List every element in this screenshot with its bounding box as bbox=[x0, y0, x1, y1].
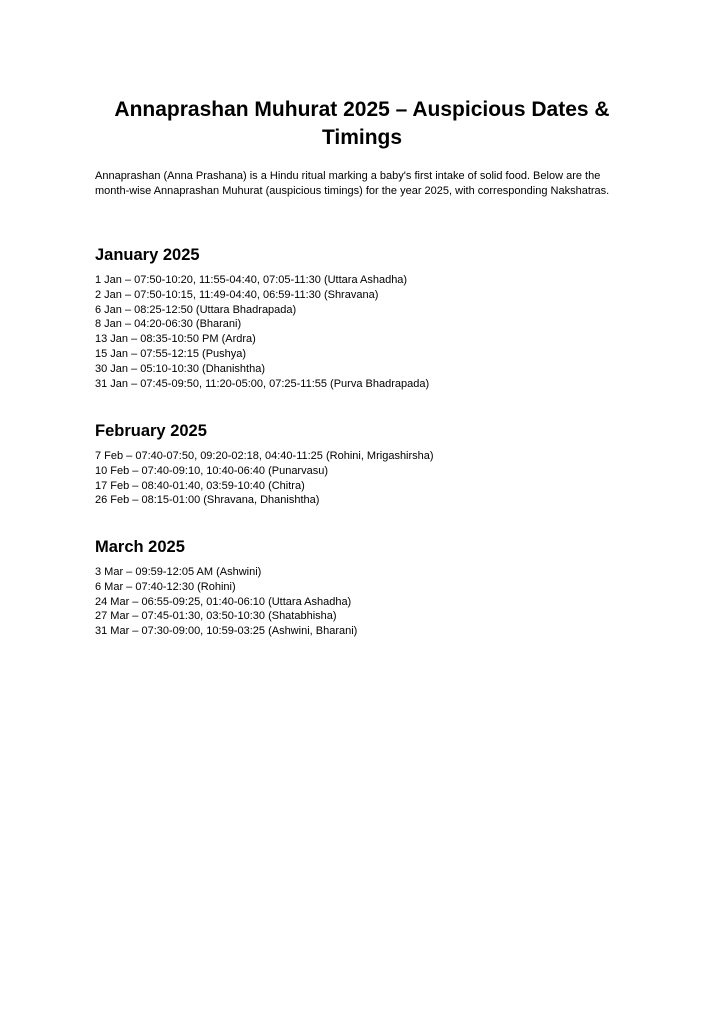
section-february bbox=[95, 421, 655, 508]
section-january bbox=[95, 245, 655, 391]
section-heading: March 2025 bbox=[95, 538, 185, 556]
muhurat-list bbox=[95, 449, 655, 508]
muhurat-entry: 24 Mar – 06:55-09:25, 01:40-06:10 (Uttara Ashadha) bbox=[95, 595, 352, 608]
section-march bbox=[95, 537, 655, 639]
muhurat-entry: 1 Jan – 07:50-10:20, 11:55-04:40, 07:05-11:30 (Uttara Ashadha) bbox=[95, 274, 408, 286]
muhurat-entry: 15 Jan – 07:55-12:15 (Pushya) bbox=[95, 347, 247, 360]
muhurat-entry: 17 Feb – 08:40-01:40, 03:59-10:40 (Chitra) bbox=[95, 479, 305, 492]
muhurat-entry: 7 Feb – 07:40-07:50, 09:20-02:18, 04:40-11:25 (Rohini, Mrigashirsha) bbox=[95, 450, 434, 462]
muhurat-entry: 2 Jan – 07:50-10:15, 11:49-04:40, 06:59-11:30 (Shravana) bbox=[95, 288, 379, 301]
section-heading: January 2025 bbox=[95, 246, 200, 264]
muhurat-entry: 6 Jan – 08:25-12:50 (Uttara Bhadrapada) bbox=[95, 303, 297, 316]
muhurat-entry: 8 Jan – 04:20-06:30 (Bharani) bbox=[95, 318, 242, 331]
muhurat-entry: 30 Jan – 05:10-10:30 (Dhanishtha) bbox=[95, 362, 266, 375]
muhurat-list bbox=[95, 565, 655, 639]
muhurat-entry: 27 Mar – 07:45-01:30, 03:50-10:30 (Shatabhisha) bbox=[95, 610, 337, 623]
muhurat-entry: 6 Mar – 07:40-12:30 (Rohini) bbox=[95, 580, 236, 593]
muhurat-entry: 13 Jan – 08:35-10:50 PM (Ardra) bbox=[95, 333, 256, 346]
muhurat-entry: 31 Jan – 07:45-09:50, 11:20-05:00, 07:25-11:55 (Purva Bhadrapada) bbox=[95, 377, 430, 390]
section-heading: February 2025 bbox=[95, 422, 207, 440]
muhurat-entry: 3 Mar – 09:59-12:05 AM (Ashwini) bbox=[95, 566, 262, 578]
muhurat-entry: 31 Mar – 07:30-09:00, 10:59-03:25 (Ashwini, Bharani) bbox=[95, 625, 358, 638]
muhurat-list bbox=[95, 273, 655, 391]
muhurat-entry: 26 Feb – 08:15-01:00 (Shravana, Dhanishtha) bbox=[95, 494, 320, 507]
intro-paragraph: Annaprashan (Anna Prashana) is a Hindu ritual marking a baby's first intake of solid food. Below are the month-wise Annaprashan Muhurat (auspicious timings) for the year 2025, with corresponding Nakshatras. bbox=[95, 170, 610, 197]
document-title: Annaprashan Muhurat 2025 – Auspicious Dates & Timings bbox=[114, 98, 610, 149]
muhurat-entry: 10 Feb – 07:40-09:10, 10:40-06:40 (Punarvasu) bbox=[95, 464, 328, 477]
